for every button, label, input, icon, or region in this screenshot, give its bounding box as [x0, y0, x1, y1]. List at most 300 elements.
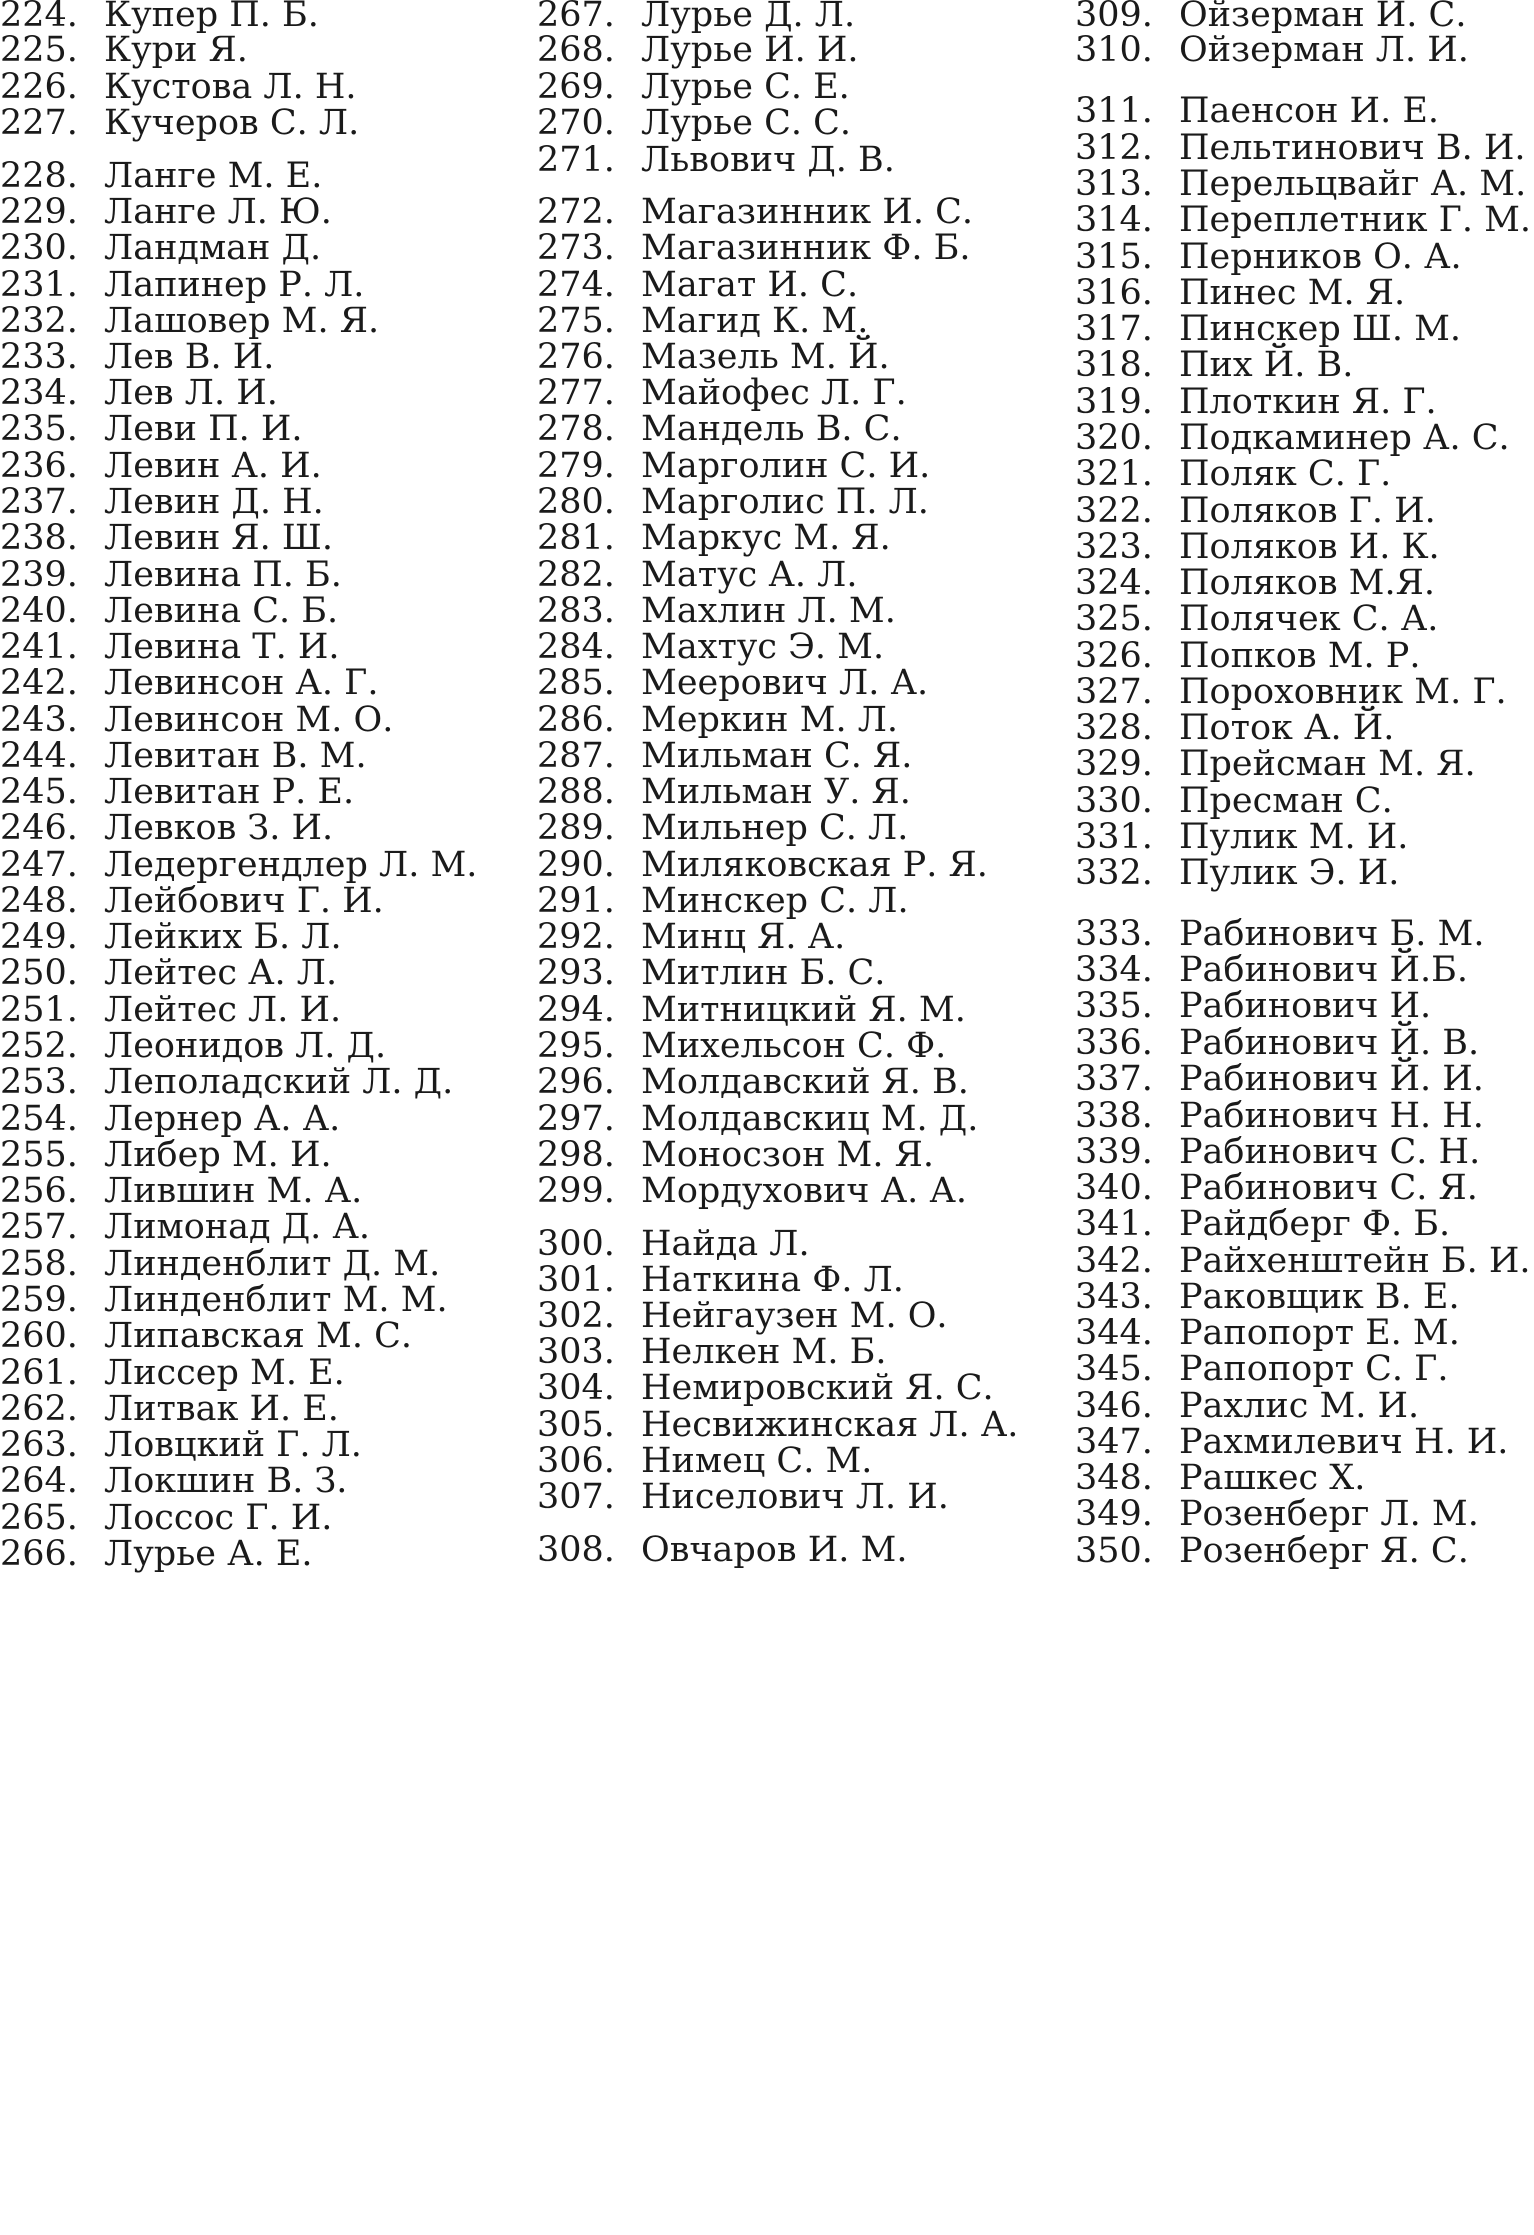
list-item-name: Леви П. И.	[104, 409, 303, 449]
list-item-number: 263.	[0, 1425, 78, 1465]
list-item	[537, 1296, 948, 1336]
list-item	[537, 265, 858, 305]
list-item-name: Паенсон И. Е.	[1179, 91, 1440, 131]
list-item-number: 311.	[1075, 91, 1153, 131]
list-item-number: 275.	[537, 301, 615, 341]
list-item-number: 241.	[0, 627, 78, 667]
list-item-name: Лурье С. Е.	[641, 67, 850, 107]
list-item-number: 287.	[537, 736, 615, 776]
list-item	[0, 192, 332, 232]
list-item	[537, 881, 909, 921]
list-item-number: 240.	[0, 591, 78, 631]
list-item	[1075, 636, 1420, 676]
list-item-name: Леполадский Л. Д.	[104, 1062, 454, 1102]
list-item-name: Магазинник И. С.	[641, 192, 973, 232]
list-item	[1075, 817, 1408, 857]
list-item-name: Ланге Л. Ю.	[104, 192, 332, 232]
list-item-name: Пельтинович В. И.	[1179, 128, 1526, 168]
list-item-name: Поляков И. К.	[1179, 527, 1440, 567]
list-item-name: Лейбович Г. И.	[104, 881, 384, 921]
list-item-number: 254.	[0, 1099, 78, 1139]
list-item-name: Мандель В. С.	[641, 409, 902, 449]
list-item-name: Моносзон М. Я.	[641, 1135, 935, 1175]
list-item	[537, 591, 896, 631]
list-item-name: Прейсман М. Я.	[1179, 744, 1476, 784]
list-item	[1075, 1458, 1365, 1498]
list-item	[1075, 914, 1484, 954]
list-item	[0, 1026, 386, 1066]
list-item-name: Мильнер С. Л.	[641, 808, 909, 848]
list-item-name: Перельцвайг А. М.	[1179, 164, 1527, 204]
list-item	[537, 1026, 946, 1066]
list-item-number: 298.	[537, 1135, 615, 1175]
list-item-number: 324.	[1075, 563, 1153, 603]
list-item-number: 248.	[0, 881, 78, 921]
list-item	[537, 337, 890, 377]
list-item-number: 276.	[537, 337, 615, 377]
list-item-name: Кустова Л. Н.	[104, 67, 357, 107]
list-item-number: 296.	[537, 1062, 615, 1102]
list-item-number: 236.	[0, 446, 78, 486]
list-item-name: Рабинович Й. И.	[1179, 1059, 1484, 1099]
list-item-number: 325.	[1075, 599, 1153, 639]
list-item-name: Магазинник Ф. Б.	[641, 228, 971, 268]
list-item	[1075, 1132, 1480, 1172]
list-item-name: Леонидов Л. Д.	[104, 1026, 387, 1066]
list-item-number: 321.	[1075, 454, 1153, 494]
list-item-name: Левин Д. Н.	[104, 482, 324, 522]
list-item-number: 228.	[0, 156, 78, 196]
list-item	[537, 228, 970, 268]
list-item-number: 232.	[0, 301, 78, 341]
list-item-number: 303.	[537, 1332, 615, 1372]
list-item-number: 323.	[1075, 527, 1153, 567]
list-item-number: 281.	[537, 518, 615, 558]
list-item-name: Ниселович Л. И.	[641, 1477, 949, 1517]
list-item-number: 314.	[1075, 200, 1153, 240]
list-item	[0, 627, 340, 667]
list-item	[1075, 1277, 1460, 1317]
list-item-name: Локшин В. З.	[104, 1461, 348, 1501]
list-item-number: 224.	[0, 0, 78, 35]
list-item	[1075, 563, 1435, 603]
list-item	[0, 337, 274, 377]
list-item-name: Молдавскиц М. Д.	[641, 1099, 979, 1139]
list-item-name: Попков М. Р.	[1179, 636, 1421, 676]
list-item-number: 299.	[537, 1171, 615, 1211]
list-item-number: 270.	[537, 103, 615, 143]
list-item-number: 261.	[0, 1353, 78, 1393]
list-item	[1075, 200, 1531, 240]
list-item	[0, 1498, 332, 1538]
list-item-number: 341.	[1075, 1204, 1153, 1244]
list-item-name: Линденблит Д. М.	[104, 1244, 441, 1284]
list-item-number: 304.	[537, 1368, 615, 1408]
list-item-number: 285.	[537, 663, 615, 703]
list-item	[537, 446, 930, 486]
list-item-number: 225.	[0, 30, 78, 70]
list-item-number: 259.	[0, 1280, 78, 1320]
list-item-number: 326.	[1075, 636, 1153, 676]
list-item-number: 350.	[1075, 1531, 1153, 1571]
list-item-name: Поляков М.Я.	[1179, 563, 1436, 603]
list-item-name: Меерович Л. А.	[641, 663, 929, 703]
list-item-name: Лапинер Р. Л.	[104, 265, 365, 305]
list-item	[537, 1260, 904, 1300]
list-item	[0, 482, 324, 522]
list-item	[537, 1530, 907, 1570]
list-item-name: Розенберг Л. М.	[1179, 1494, 1479, 1534]
list-item	[0, 1171, 362, 1211]
list-item-number: 233.	[0, 337, 78, 377]
list-item-name: Литвак И. Е.	[104, 1389, 339, 1429]
list-item-name: Минскер С. Л.	[641, 881, 909, 921]
list-item	[1075, 599, 1438, 639]
list-item	[1075, 1168, 1478, 1208]
list-item	[537, 772, 911, 812]
list-item	[1075, 1349, 1448, 1389]
list-item-number: 274.	[537, 265, 615, 305]
list-item-name: Рашкес Х.	[1179, 1458, 1366, 1498]
list-item	[1075, 781, 1393, 821]
list-item-name: Рахлис М. И.	[1179, 1386, 1420, 1426]
list-item-number: 265.	[0, 1498, 78, 1538]
list-item-number: 294.	[537, 990, 615, 1030]
list-item	[537, 1368, 994, 1408]
list-item-number: 334.	[1075, 950, 1153, 990]
list-item	[1075, 491, 1436, 531]
list-item-name: Полячек С. А.	[1179, 599, 1439, 639]
list-item	[0, 409, 303, 449]
list-item	[0, 591, 338, 631]
list-item-number: 302.	[537, 1296, 615, 1336]
list-item-number: 268.	[537, 30, 615, 70]
list-item-name: Лурье Д. Л.	[641, 0, 856, 35]
list-item	[0, 30, 248, 70]
list-item-name: Левина С. Б.	[104, 591, 339, 631]
list-item-number: 328.	[1075, 708, 1153, 748]
list-item	[1075, 1023, 1479, 1063]
list-item	[537, 1405, 1018, 1445]
list-item	[0, 1316, 412, 1356]
list-item-number: 342.	[1075, 1241, 1153, 1281]
list-item-name: Рапопорт Е. М.	[1179, 1313, 1460, 1353]
list-item-name: Левин А. И.	[104, 446, 322, 486]
list-item	[0, 1280, 448, 1320]
list-item-number: 250.	[0, 953, 78, 993]
list-item-name: Райхенштейн Б. И.	[1179, 1241, 1531, 1281]
list-item-name: Немировский Я. С.	[641, 1368, 994, 1408]
list-item-number: 288.	[537, 772, 615, 812]
list-item	[1075, 128, 1526, 168]
list-item-number: 260.	[0, 1316, 78, 1356]
list-item-number: 286.	[537, 700, 615, 740]
list-item-number: 344.	[1075, 1313, 1153, 1353]
list-item-number: 297.	[537, 1099, 615, 1139]
list-item	[1075, 950, 1468, 990]
list-item-name: Овчаров И. М.	[641, 1530, 908, 1570]
list-item	[0, 1244, 440, 1284]
list-item	[0, 1353, 345, 1393]
list-item-number: 257.	[0, 1207, 78, 1247]
list-item-number: 308.	[537, 1530, 615, 1570]
list-item-name: Раковщик В. Е.	[1179, 1277, 1460, 1317]
list-item	[0, 736, 367, 776]
list-item-name: Перников О. А.	[1179, 237, 1462, 277]
list-item-number: 258.	[0, 1244, 78, 1284]
list-item-name: Ледергендлер Л. М.	[104, 845, 478, 885]
list-item-number: 291.	[537, 881, 615, 921]
list-item-name: Пороховник М. Г.	[1179, 672, 1507, 712]
list-item	[537, 140, 895, 180]
list-item-number: 293.	[537, 953, 615, 993]
list-item-number: 282.	[537, 555, 615, 595]
list-item-number: 335.	[1075, 986, 1153, 1026]
list-item-number: 310.	[1075, 30, 1153, 70]
list-item-number: 337.	[1075, 1059, 1153, 1099]
list-item	[1075, 91, 1439, 131]
list-item	[1075, 1422, 1508, 1462]
list-item	[537, 373, 907, 413]
list-item-name: Лурье С. С.	[641, 103, 852, 143]
list-item-number: 256.	[0, 1171, 78, 1211]
list-item	[537, 1441, 872, 1481]
list-item-name: Молдавский Я. В.	[641, 1062, 969, 1102]
list-item-name: Ландман Д.	[104, 228, 322, 268]
list-item-name: Лившин М. А.	[104, 1171, 363, 1211]
list-item-name: Михельсон С. Ф.	[641, 1026, 947, 1066]
list-item-name: Либер М. И.	[104, 1135, 332, 1175]
list-item-name: Ойзерман И. С.	[1179, 0, 1467, 35]
list-item	[1075, 708, 1394, 748]
list-item	[0, 555, 342, 595]
list-item-number: 284.	[537, 627, 615, 667]
list-item	[537, 663, 928, 703]
list-item	[0, 228, 321, 268]
list-item-name: Махлин Л. М.	[641, 591, 896, 631]
list-item	[537, 990, 966, 1030]
list-item	[537, 1171, 967, 1211]
list-item-number: 238.	[0, 518, 78, 558]
list-item	[537, 1099, 978, 1139]
list-item	[0, 772, 354, 812]
list-item	[537, 555, 857, 595]
list-item-name: Ловцкий Г. Л.	[104, 1425, 362, 1465]
list-item	[1075, 309, 1461, 349]
list-item-name: Майофес Л. Г.	[641, 373, 907, 413]
list-item-name: Меркин М. Л.	[641, 700, 899, 740]
list-item	[0, 373, 278, 413]
list-item	[0, 845, 477, 885]
list-item-number: 322.	[1075, 491, 1153, 531]
list-item-name: Миляковская Р. Я.	[641, 845, 988, 885]
list-item	[0, 156, 322, 196]
list-item-number: 336.	[1075, 1023, 1153, 1063]
list-item-number: 338.	[1075, 1096, 1153, 1136]
list-item-name: Лев В. И.	[104, 337, 275, 377]
list-item-name: Нелкен М. Б.	[641, 1332, 887, 1372]
list-item-number: 343.	[1075, 1277, 1153, 1317]
list-item-number: 230.	[0, 228, 78, 268]
list-item-number: 301.	[537, 1260, 615, 1300]
list-item-name: Пулик Э. И.	[1179, 853, 1400, 893]
list-item	[537, 736, 912, 776]
list-item	[1075, 1241, 1531, 1281]
list-item-number: 242.	[0, 663, 78, 703]
list-item-name: Митницкий Я. М.	[641, 990, 966, 1030]
list-item-number: 272.	[537, 192, 615, 232]
list-item-name: Подкаминер А. С.	[1179, 418, 1510, 458]
list-item-number: 237.	[0, 482, 78, 522]
list-item-name: Мордухович А. А.	[641, 1171, 967, 1211]
list-item-number: 305.	[537, 1405, 615, 1445]
list-item	[0, 808, 333, 848]
list-item-number: 273.	[537, 228, 615, 268]
list-item	[1075, 382, 1437, 422]
list-item	[537, 845, 988, 885]
list-item-name: Марголис П. Л.	[641, 482, 929, 522]
list-item-name: Пулик М. И.	[1179, 817, 1409, 857]
list-item-name: Лейтес Л. И.	[104, 990, 342, 1030]
list-item-number: 229.	[0, 192, 78, 232]
list-item-number: 279.	[537, 446, 615, 486]
list-item-name: Мазель М. Й.	[641, 337, 890, 377]
list-item	[1075, 1059, 1484, 1099]
list-item-number: 264.	[0, 1461, 78, 1501]
list-item	[537, 482, 929, 522]
list-item-name: Лейтес А. Л.	[104, 953, 338, 993]
list-column-2	[537, 0, 1037, 2235]
list-item-name: Найда Л.	[641, 1224, 810, 1264]
list-item-name: Пресман С.	[1179, 781, 1393, 821]
list-item-name: Пих Й. В.	[1179, 345, 1354, 385]
list-item-name: Левина Т. И.	[104, 627, 340, 667]
list-item	[1075, 164, 1526, 204]
list-item-number: 251.	[0, 990, 78, 1030]
list-item-number: 346.	[1075, 1386, 1153, 1426]
list-item-number: 300.	[537, 1224, 615, 1264]
list-item	[0, 1389, 339, 1429]
list-item-name: Райдберг Ф. Б.	[1179, 1204, 1451, 1244]
list-item-name: Митлин Б. С.	[641, 953, 886, 993]
list-item-number: 231.	[0, 265, 78, 305]
list-item-number: 315.	[1075, 237, 1153, 277]
list-item	[1075, 418, 1510, 458]
list-item	[1075, 237, 1462, 277]
list-item	[0, 67, 357, 107]
list-column-1	[0, 0, 520, 2235]
list-item	[1075, 345, 1353, 385]
list-item-name: Пинскер Ш. М.	[1179, 309, 1462, 349]
list-item	[537, 409, 902, 449]
list-item-number: 290.	[537, 845, 615, 885]
list-item	[537, 518, 891, 558]
list-item-number: 235.	[0, 409, 78, 449]
list-item-number: 330.	[1075, 781, 1153, 821]
list-item	[0, 446, 322, 486]
list-item-name: Минц Я. А.	[641, 917, 846, 957]
list-item	[537, 917, 845, 957]
list-item	[1075, 1313, 1460, 1353]
list-item	[0, 700, 393, 740]
list-item	[537, 301, 868, 341]
list-item-number: 339.	[1075, 1132, 1153, 1172]
list-item-number: 329.	[1075, 744, 1153, 784]
list-item	[537, 30, 859, 70]
list-item-name: Поток А. Й.	[1179, 708, 1395, 748]
list-item-name: Липавская М. С.	[104, 1316, 412, 1356]
list-item	[0, 663, 378, 703]
list-item-name: Лашовер М. Я.	[104, 301, 380, 341]
list-item	[537, 192, 973, 232]
list-item	[0, 1534, 313, 1574]
list-item-number: 247.	[0, 845, 78, 885]
list-item-name: Махтус Э. М.	[641, 627, 885, 667]
list-item	[0, 301, 379, 341]
list-item	[1075, 1096, 1484, 1136]
list-item	[537, 1062, 969, 1102]
list-item-name: Лиссер М. Е.	[104, 1353, 345, 1393]
list-item	[1075, 1494, 1479, 1534]
list-item-number: 267.	[537, 0, 615, 35]
list-item	[1075, 744, 1476, 784]
list-item-name: Розенберг Я. С.	[1179, 1531, 1469, 1571]
list-item-number: 319.	[1075, 382, 1153, 422]
list-item-number: 316.	[1075, 273, 1153, 313]
list-item-number: 309.	[1075, 0, 1153, 35]
list-item-number: 331.	[1075, 817, 1153, 857]
list-item-number: 239.	[0, 555, 78, 595]
list-item-number: 312.	[1075, 128, 1153, 168]
list-item-name: Переплетник Г. М.	[1179, 200, 1532, 240]
list-item	[1075, 527, 1440, 567]
list-item-number: 327.	[1075, 672, 1153, 712]
list-item-number: 226.	[0, 67, 78, 107]
list-item	[0, 881, 384, 921]
list-item-number: 234.	[0, 373, 78, 413]
list-item-name: Кури Я.	[104, 30, 248, 70]
list-item-name: Марголин С. И.	[641, 446, 931, 486]
list-item-number: 277.	[537, 373, 615, 413]
list-item-name: Левин Я. Ш.	[104, 518, 333, 558]
list-item	[0, 1099, 340, 1139]
list-item-name: Рабинович Й.Б.	[1179, 950, 1469, 990]
list-item	[0, 1207, 370, 1247]
list-item	[1075, 672, 1507, 712]
list-item-number: 278.	[537, 409, 615, 449]
list-item-number: 295.	[537, 1026, 615, 1066]
list-item	[0, 917, 342, 957]
list-item	[537, 808, 908, 848]
list-item-name: Левитан Р. Е.	[104, 772, 355, 812]
list-item-name: Ойзерман Л. И.	[1179, 30, 1469, 70]
list-item-name: Нейгаузен М. О.	[641, 1296, 948, 1336]
list-item-number: 262.	[0, 1389, 78, 1429]
list-item-name: Матус А. Л.	[641, 555, 858, 595]
list-item-name: Поляков Г. И.	[1179, 491, 1436, 531]
list-item-name: Мильман У. Я.	[641, 772, 911, 812]
list-item-name: Лернер А. А.	[104, 1099, 341, 1139]
list-item-name: Рапопорт С. Г.	[1179, 1349, 1449, 1389]
list-item	[1075, 853, 1399, 893]
list-item	[0, 990, 341, 1030]
list-item-number: 255.	[0, 1135, 78, 1175]
list-item-number: 249.	[0, 917, 78, 957]
list-item-name: Магид К. М.	[641, 301, 869, 341]
list-item-name: Рахмилевич Н. И.	[1179, 1422, 1509, 1462]
list-item-number: 280.	[537, 482, 615, 522]
list-item-name: Несвижинская Л. А.	[641, 1405, 1019, 1445]
